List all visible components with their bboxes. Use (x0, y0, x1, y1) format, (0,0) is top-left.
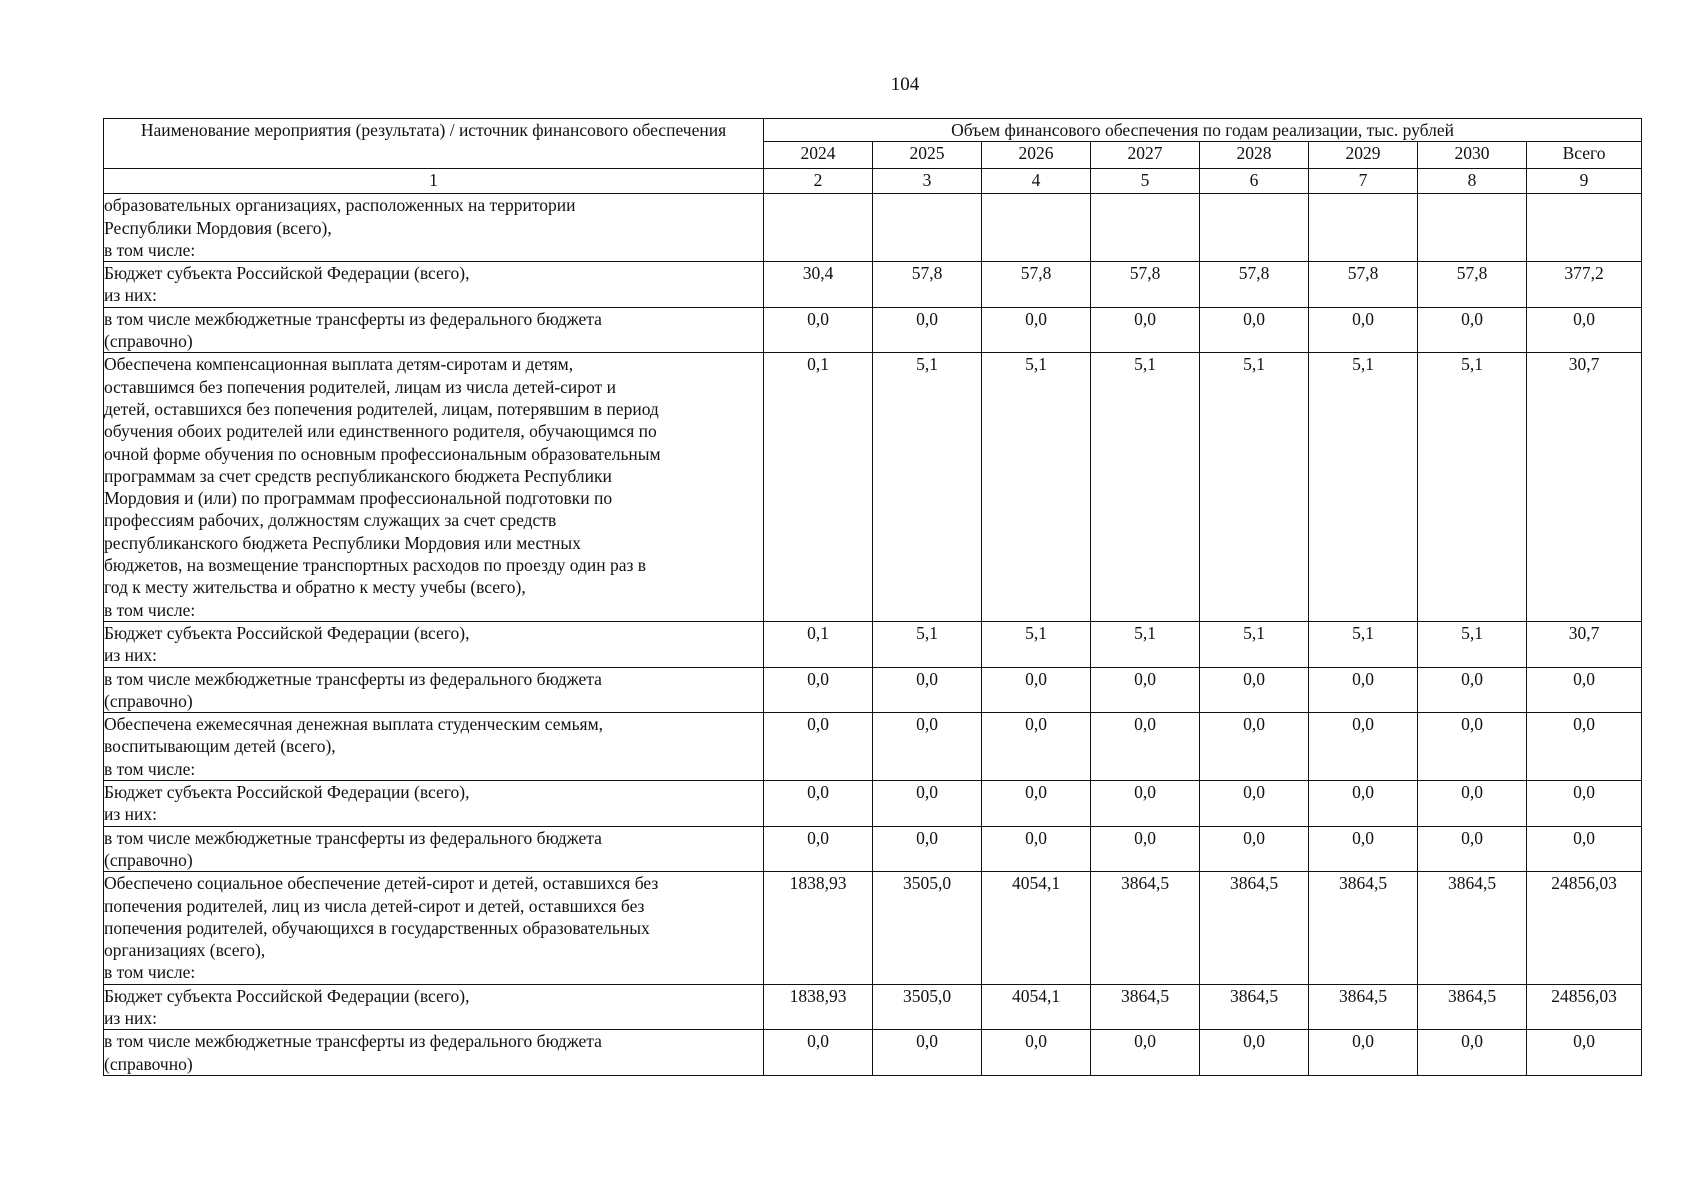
row-value: 3864,5 (1309, 872, 1418, 984)
row-value: 3505,0 (873, 872, 982, 984)
column-number: 4 (982, 169, 1091, 194)
row-value: 3864,5 (1091, 984, 1200, 1030)
row-value: 0,0 (1418, 826, 1527, 872)
year-header: 2029 (1309, 142, 1418, 169)
row-value: 57,8 (982, 262, 1091, 308)
row-value: 5,1 (1091, 353, 1200, 622)
column-number: 7 (1309, 169, 1418, 194)
row-value: 30,7 (1527, 353, 1642, 622)
row-value (873, 194, 982, 262)
row-name: Обеспечена ежемесячная денежная выплата студенческим семьям, воспитывающим детей (всего), в том числе: (104, 713, 764, 781)
row-value: 0,0 (1418, 713, 1527, 781)
row-value: 0,0 (764, 667, 873, 713)
row-name: Обеспечено социальное обеспечение детей-сирот и детей, оставшихся без попечения родителей, лиц из числа детей-сирот и детей, оставшихся без попечения родителей, обучающихся в государственных образовательных организациях (всего), в том числе: (104, 872, 764, 984)
row-value: 5,1 (873, 621, 982, 667)
row-name: Бюджет субъекта Российской Федерации (всего), из них: (104, 984, 764, 1030)
row-value: 0,0 (764, 826, 873, 872)
year-header: 2030 (1418, 142, 1527, 169)
row-value: 3864,5 (1418, 984, 1527, 1030)
row-value: 0,1 (764, 621, 873, 667)
row-value: 30,4 (764, 262, 873, 308)
row-value: 0,0 (1200, 713, 1309, 781)
table-row (104, 713, 1642, 781)
row-value: 0,0 (873, 713, 982, 781)
row-name: в том числе межбюджетные трансферты из федерального бюджета (справочно) (104, 307, 764, 353)
year-header: 2026 (982, 142, 1091, 169)
row-value: 0,0 (982, 781, 1091, 827)
row-value (982, 194, 1091, 262)
row-value: 0,0 (1091, 667, 1200, 713)
row-value: 0,0 (1527, 667, 1642, 713)
row-value: 4054,1 (982, 984, 1091, 1030)
row-name: Бюджет субъекта Российской Федерации (всего), из них: (104, 781, 764, 827)
row-value: 0,1 (764, 353, 873, 622)
table-row (104, 307, 1642, 353)
row-value: 0,0 (982, 307, 1091, 353)
row-name: образовательных организациях, расположенных на территории Республики Мордовия (всего), в том числе: (104, 194, 764, 262)
row-value: 0,0 (873, 667, 982, 713)
table-row (104, 1030, 1642, 1076)
row-value: 5,1 (1309, 353, 1418, 622)
row-value (1309, 194, 1418, 262)
row-value: 1838,93 (764, 872, 873, 984)
row-value: 0,0 (1309, 307, 1418, 353)
table-row (104, 984, 1642, 1030)
row-value: 0,0 (764, 781, 873, 827)
row-value: 0,0 (1527, 1030, 1642, 1076)
name-column-header: Наименование мероприятия (результата) / источник финансового обеспечения (104, 119, 764, 169)
row-value: 0,0 (873, 781, 982, 827)
row-name: Бюджет субъекта Российской Федерации (всего), из них: (104, 262, 764, 308)
row-name: Бюджет субъекта Российской Федерации (всего), из них: (104, 621, 764, 667)
row-value: 5,1 (1200, 621, 1309, 667)
row-value: 0,0 (1091, 1030, 1200, 1076)
row-value: 0,0 (1200, 667, 1309, 713)
row-value: 0,0 (1418, 781, 1527, 827)
row-value: 0,0 (1418, 667, 1527, 713)
row-value: 0,0 (1200, 307, 1309, 353)
year-header: Всего (1527, 142, 1642, 169)
row-value: 0,0 (1527, 713, 1642, 781)
row-value: 30,7 (1527, 621, 1642, 667)
row-value: 0,0 (1200, 826, 1309, 872)
row-name: в том числе межбюджетные трансферты из федерального бюджета (справочно) (104, 667, 764, 713)
row-value: 5,1 (1418, 621, 1527, 667)
table-row (104, 667, 1642, 713)
row-value: 0,0 (1527, 307, 1642, 353)
row-value: 0,0 (764, 1030, 873, 1076)
column-number: 8 (1418, 169, 1527, 194)
row-value: 5,1 (982, 353, 1091, 622)
row-value: 57,8 (1309, 262, 1418, 308)
row-value: 0,0 (1309, 1030, 1418, 1076)
table-header (104, 119, 1642, 194)
table-row (104, 781, 1642, 827)
row-value: 5,1 (1418, 353, 1527, 622)
row-value: 0,0 (1309, 781, 1418, 827)
row-value: 0,0 (873, 307, 982, 353)
table-row (104, 826, 1642, 872)
row-value: 5,1 (1309, 621, 1418, 667)
year-header: 2027 (1091, 142, 1200, 169)
page-number: 104 (890, 74, 920, 95)
row-value: 1838,93 (764, 984, 873, 1030)
row-value: 3864,5 (1200, 984, 1309, 1030)
row-value: 57,8 (873, 262, 982, 308)
row-value: 0,0 (1418, 1030, 1527, 1076)
table-row (104, 262, 1642, 308)
year-header: 2025 (873, 142, 982, 169)
row-value: 0,0 (1309, 826, 1418, 872)
row-value: 0,0 (1091, 307, 1200, 353)
row-value: 0,0 (982, 826, 1091, 872)
row-value: 0,0 (1200, 1030, 1309, 1076)
column-number: 5 (1091, 169, 1200, 194)
row-value: 57,8 (1091, 262, 1200, 308)
row-value: 0,0 (982, 1030, 1091, 1076)
row-value (1200, 194, 1309, 262)
row-value: 0,0 (982, 667, 1091, 713)
year-header: 2028 (1200, 142, 1309, 169)
row-value: 0,0 (764, 713, 873, 781)
row-value: 5,1 (1200, 353, 1309, 622)
row-value: 0,0 (1309, 713, 1418, 781)
row-value (764, 194, 873, 262)
financing-table (103, 118, 1642, 1076)
row-value: 3864,5 (1418, 872, 1527, 984)
row-value: 3864,5 (1091, 872, 1200, 984)
year-header: 2024 (764, 142, 873, 169)
row-value: 0,0 (1091, 826, 1200, 872)
row-value: 4054,1 (982, 872, 1091, 984)
table-row (104, 353, 1642, 622)
row-name: в том числе межбюджетные трансферты из федерального бюджета (справочно) (104, 826, 764, 872)
row-value: 57,8 (1200, 262, 1309, 308)
row-value: 5,1 (1091, 621, 1200, 667)
row-value: 0,0 (982, 713, 1091, 781)
row-value: 377,2 (1527, 262, 1642, 308)
row-value: 24856,03 (1527, 872, 1642, 984)
row-value: 0,0 (1091, 713, 1200, 781)
row-value: 0,0 (873, 826, 982, 872)
row-value: 0,0 (1527, 826, 1642, 872)
table-row (104, 621, 1642, 667)
row-value: 0,0 (1309, 667, 1418, 713)
row-value: 3505,0 (873, 984, 982, 1030)
row-value: 0,0 (1527, 781, 1642, 827)
row-value: 0,0 (873, 1030, 982, 1076)
column-number: 9 (1527, 169, 1642, 194)
row-value (1527, 194, 1642, 262)
column-number: 3 (873, 169, 982, 194)
row-value: 0,0 (1091, 781, 1200, 827)
column-number: 6 (1200, 169, 1309, 194)
row-value: 24856,03 (1527, 984, 1642, 1030)
row-value: 3864,5 (1309, 984, 1418, 1030)
row-value: 0,0 (1200, 781, 1309, 827)
row-value: 5,1 (873, 353, 982, 622)
row-value (1091, 194, 1200, 262)
row-name: Обеспечена компенсационная выплата детям-сиротам и детям, оставшимся без попечения родителей, лицам из числа детей-сирот и детей, оставшихся без попечения родителей, лицам, потерявшим в период обучения обоих родителей или единственного родителя, обучающимся по очной форме обучения по основным профессиональным образовательным программам за счет средств республиканского бюджета Республики Мордовия и (или) по программам профессиональной подготовки по профессиям рабочих, должностям служащих за счет средств республиканского бюджета Республики Мордовия или местных бюджетов, на возмещение транспортных расходов по проезду один раз в год к месту жительства и обратно к месту учебы (всего), в том числе: (104, 353, 764, 622)
volume-group-header: Объем финансового обеспечения по годам реализации, тыс. рублей (764, 119, 1642, 142)
row-value: 3864,5 (1200, 872, 1309, 984)
row-value: 57,8 (1418, 262, 1527, 308)
row-name: в том числе межбюджетные трансферты из федерального бюджета (справочно) (104, 1030, 764, 1076)
table-row (104, 194, 1642, 262)
row-value: 0,0 (1418, 307, 1527, 353)
column-number: 1 (104, 169, 764, 194)
row-value: 5,1 (982, 621, 1091, 667)
table-row (104, 872, 1642, 984)
column-number: 2 (764, 169, 873, 194)
row-value: 0,0 (764, 307, 873, 353)
row-value (1418, 194, 1527, 262)
